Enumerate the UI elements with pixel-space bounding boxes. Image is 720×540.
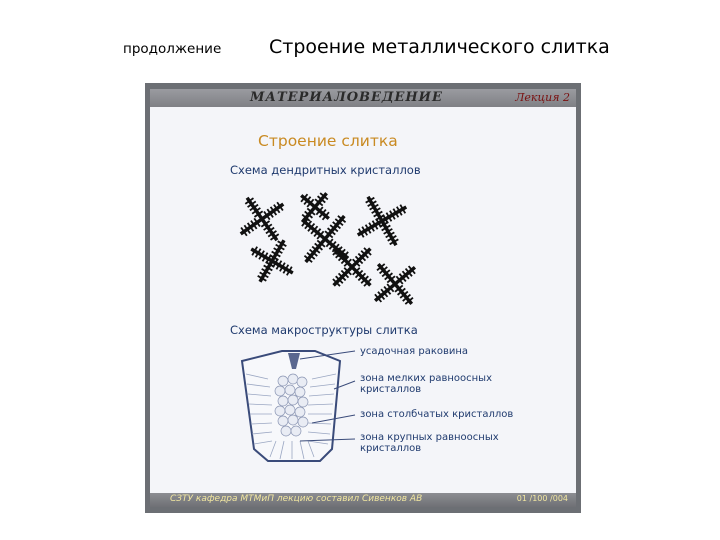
macrostructure-caption: Схема макроструктуры слитка bbox=[230, 323, 418, 337]
slide-footer-bar bbox=[150, 493, 576, 507]
lecture-number: Лекция 2 bbox=[515, 91, 570, 104]
page-title: Строение металлического слитка bbox=[269, 36, 610, 58]
slide-content bbox=[150, 89, 576, 507]
label-fine-equiaxed-zone: зона мелких равноосных bbox=[360, 373, 492, 384]
slide-code: 01 /100 /004 bbox=[516, 494, 568, 503]
subject-title: МАТЕРИАЛОВЕДЕНИЕ bbox=[250, 90, 443, 105]
slide-footer-text: СЗТУ кафедра МТМиП лекцию составил Сивенков АВ bbox=[170, 494, 423, 504]
slide-heading: Строение слитка bbox=[258, 132, 398, 150]
label-coarse-equiaxed-zone-cont: кристаллов bbox=[360, 443, 422, 454]
label-coarse-equiaxed-zone: зона крупных равноосных bbox=[360, 432, 499, 443]
label-shrinkage-cavity: усадочная раковина bbox=[360, 346, 469, 357]
slide-image bbox=[145, 83, 581, 513]
label-columnar-zone: зона столбчатых кристаллов bbox=[360, 409, 514, 420]
continuation-label: продолжение bbox=[123, 41, 222, 57]
dendrite-caption: Схема дендритных кристаллов bbox=[230, 163, 421, 177]
page-header bbox=[0, 36, 720, 66]
label-fine-equiaxed-zone-cont: кристаллов bbox=[360, 384, 422, 395]
